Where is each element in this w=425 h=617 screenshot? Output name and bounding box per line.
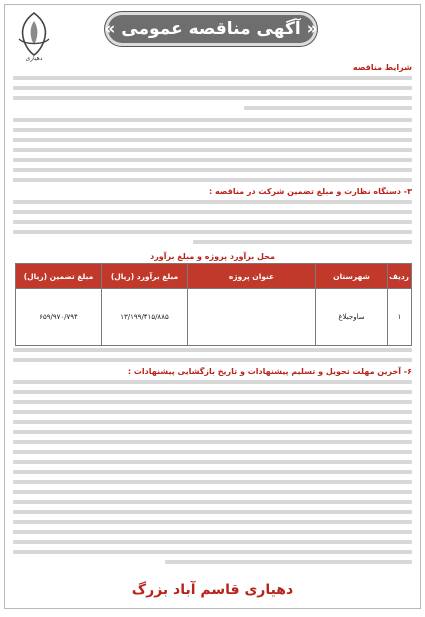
text-line: [13, 145, 412, 154]
row-index: ۱: [388, 289, 412, 346]
text-line: [13, 387, 412, 396]
text-line: [13, 417, 412, 426]
text-line: [13, 457, 412, 466]
row-county: ساوجبلاغ: [316, 289, 388, 346]
logo-caption: دهیاری: [25, 55, 43, 62]
text-line: [13, 207, 412, 216]
project-table: [15, 263, 412, 346]
village-council-logo: [11, 9, 57, 59]
text-line: [13, 83, 412, 92]
text-line: [13, 507, 412, 516]
section-heading-deadline: ۶- آخرین مهلت تحویل و تسلیم پیشنهادات و تاریخ بازگشایی پیشنهادات :: [127, 367, 412, 376]
text-line: [13, 547, 412, 556]
text-line: [13, 93, 412, 102]
tender-notice: [4, 4, 421, 609]
column-header: مبلغ تضمین (ریال): [16, 264, 102, 289]
section-heading-supervision: ۳- دستگاه نظارت و مبلغ تضمین شرکت در مناقصه :: [208, 187, 412, 196]
text-line: [13, 477, 412, 486]
text-line: [13, 437, 412, 446]
text-line: [13, 557, 412, 566]
table-title: محل برآورد پروژه و مبلغ برآورد: [150, 252, 275, 261]
column-header: عنوان پروژه: [188, 264, 316, 289]
text-line: [13, 537, 412, 546]
issuer-name: دهیاری قاسم آباد بزرگ: [131, 582, 294, 598]
text-line: [13, 227, 412, 236]
column-header: مبلغ برآورد (ریال): [102, 264, 188, 289]
notice-title: « آگهی مناقصه عمومی »: [105, 12, 317, 46]
text-line: [13, 447, 412, 456]
text-line: [13, 217, 412, 226]
text-line: [13, 427, 412, 436]
text-line: [13, 487, 412, 496]
text-line: [13, 237, 412, 246]
table-header-row: [16, 264, 412, 289]
notice-footer: [5, 568, 420, 608]
text-line: [13, 397, 412, 406]
row-estimate: ۱۳/۱۹۹/۴۱۵/۸۸۵: [102, 289, 188, 346]
text-line: [13, 155, 412, 164]
text-line: [13, 355, 412, 364]
text-line: [13, 197, 412, 206]
text-line: [13, 497, 412, 506]
text-line: [13, 527, 412, 536]
column-header: ردیف: [388, 264, 412, 289]
text-line: [13, 377, 412, 386]
text-line: [13, 125, 412, 134]
section-heading-conditions: شرایط مناقصه: [352, 63, 412, 72]
text-line: [13, 73, 412, 82]
text-line: [13, 175, 412, 184]
row-guarantee: ۶۵۹/۹۷۰/۷۹۴: [16, 289, 102, 346]
text-line: [13, 115, 412, 124]
text-line: [13, 165, 412, 174]
text-line: [13, 135, 412, 144]
row-project-title: [188, 289, 316, 346]
text-line: [13, 345, 412, 354]
table-row: [16, 289, 412, 346]
column-header: شهرستان: [316, 264, 388, 289]
text-line: [13, 407, 412, 416]
text-line: [13, 103, 412, 112]
text-line: [13, 517, 412, 526]
text-line: [13, 467, 412, 476]
